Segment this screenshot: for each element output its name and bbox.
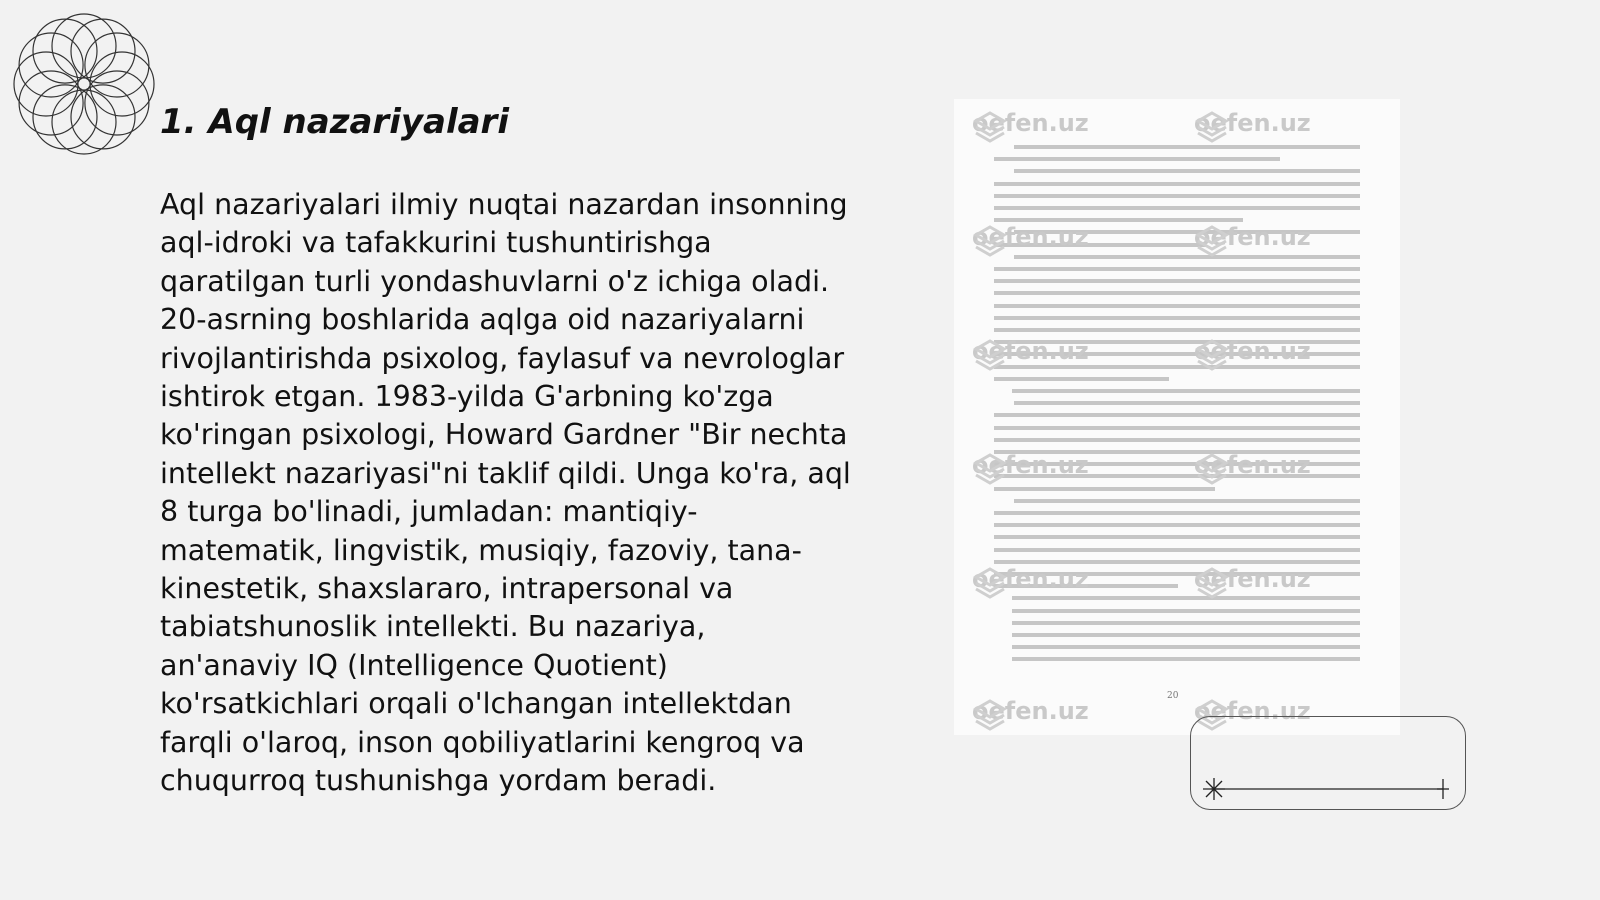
document-text-line — [1012, 657, 1360, 661]
document-text-line — [994, 328, 1360, 332]
document-text-line — [994, 182, 1360, 186]
document-text-line — [1012, 633, 1360, 637]
document-text-line — [994, 157, 1280, 161]
document-scan-image — [954, 99, 1400, 735]
rosette-circle — [90, 52, 154, 116]
document-text-line — [1012, 645, 1360, 649]
watermark — [972, 109, 1089, 137]
watermark-logo-icon — [972, 337, 1008, 373]
watermark — [1194, 109, 1311, 137]
watermark-text: oefen.uz — [972, 223, 1089, 251]
document-text-line — [994, 438, 1360, 442]
rosette-circle — [71, 19, 135, 83]
rosette-circle — [33, 85, 97, 149]
watermark-logo-icon — [972, 223, 1008, 259]
document-text-line — [994, 206, 1360, 210]
watermark-text: oefen.uz — [1194, 109, 1311, 137]
rosette-circle — [85, 33, 149, 97]
slide-body-text: Aql nazariyalari ilmiy nuqtai nazardan insonning aql-idroki va tafakkurini tushuntirishga qaratilgan turli yondashuvlarni o'z ichiga oladi. 20-asrning boshlarida aqlga oid nazariyalarni rivojlantirishda psixolog, faylasuf va nevrologlar ishtirok etgan. 1983-yilda G'arbning ko'zga ko'ringan psixologi, Howard Gardner "Bir nechta intellekt nazariyasi"ni taklif qildi. Unga ko'ra, aql 8 turga bo'linadi, jumladan: mantiqiy-matematik, lingvistik, musiqiy, fazoviy, tana-kinestetik, shaxslararo, intrapersonal va tabiatshunoslik intellekti. Bu nazariya, an'anaviy IQ (Intelligence Quotient) ko'rsatkichlari orqali o'lchangan intellektdan farqli o'laroq, inson qobiliyatlarini kengroq va chuqurroq tushunishga yordam beradi. — [160, 188, 851, 798]
watermark-text: oefen.uz — [1194, 451, 1311, 479]
document-text-line — [994, 304, 1360, 308]
rosette-circle — [52, 90, 116, 154]
watermark — [972, 697, 1089, 725]
watermark — [972, 223, 1089, 251]
rosette-circle — [52, 14, 116, 78]
document-text-line — [1014, 255, 1360, 259]
watermark — [972, 565, 1089, 593]
document-text-line — [994, 291, 1360, 295]
watermark-logo-icon — [1194, 223, 1230, 259]
rosette-circle — [19, 71, 83, 135]
watermark-logo-icon — [972, 565, 1008, 601]
watermark-logo-icon — [1194, 565, 1230, 601]
document-page-number: 20 — [1167, 691, 1179, 701]
watermark — [972, 337, 1089, 365]
watermark-logo-icon — [1194, 337, 1230, 373]
rosette-circle — [71, 85, 135, 149]
document-text-line — [1014, 169, 1360, 173]
watermark-logo-icon — [972, 697, 1008, 733]
document-text-line — [994, 511, 1360, 515]
watermark-text: oefen.uz — [972, 109, 1089, 137]
document-text-line — [1012, 621, 1360, 625]
watermark — [1194, 223, 1311, 251]
watermark — [1194, 565, 1311, 593]
document-text-line — [994, 413, 1360, 417]
document-text-line — [1014, 145, 1360, 149]
document-text-line — [994, 365, 1360, 369]
document-text-line — [1012, 596, 1360, 600]
watermark-logo-icon — [972, 109, 1008, 145]
document-text-line — [994, 316, 1360, 320]
document-text-line — [994, 377, 1169, 381]
document-text-line — [1012, 389, 1360, 393]
watermark-text: oefen.uz — [1194, 223, 1311, 251]
document-text-line — [994, 218, 1243, 222]
document-text-line — [994, 548, 1360, 552]
watermark-text: oefen.uz — [972, 697, 1089, 725]
document-text-line — [994, 426, 1360, 430]
watermark-text: oefen.uz — [1194, 697, 1311, 725]
decorative-card — [1190, 716, 1466, 810]
document-text-line — [994, 194, 1360, 198]
star-line-card-icon — [1191, 717, 1465, 809]
rosette-circle — [14, 52, 78, 116]
document-text-line — [994, 523, 1360, 527]
document-text-line — [994, 279, 1360, 283]
watermark-text: oefen.uz — [972, 565, 1089, 593]
rosette-circle — [85, 71, 149, 135]
watermark-text: oefen.uz — [972, 337, 1089, 365]
document-text-line — [1012, 609, 1360, 613]
rosette-circle — [33, 19, 97, 83]
watermark-logo-icon — [972, 451, 1008, 487]
watermark-text: oefen.uz — [972, 451, 1089, 479]
document-text-line — [1014, 499, 1360, 503]
slide-title: 1. Aql nazariyalari — [160, 102, 509, 142]
watermark-logo-icon — [1194, 451, 1230, 487]
watermark-text: oefen.uz — [1194, 337, 1311, 365]
watermark — [972, 451, 1089, 479]
document-text-line — [994, 267, 1360, 271]
document-text-line — [994, 487, 1215, 491]
document-text-line — [1014, 401, 1360, 405]
rosette-circle — [19, 33, 83, 97]
circle-rosette-icon — [8, 8, 160, 160]
document-text-line — [994, 560, 1360, 564]
watermark-text: oefen.uz — [1194, 565, 1311, 593]
watermark — [1194, 451, 1311, 479]
document-text-line — [994, 535, 1360, 539]
watermark — [1194, 337, 1311, 365]
watermark-logo-icon — [1194, 109, 1230, 145]
